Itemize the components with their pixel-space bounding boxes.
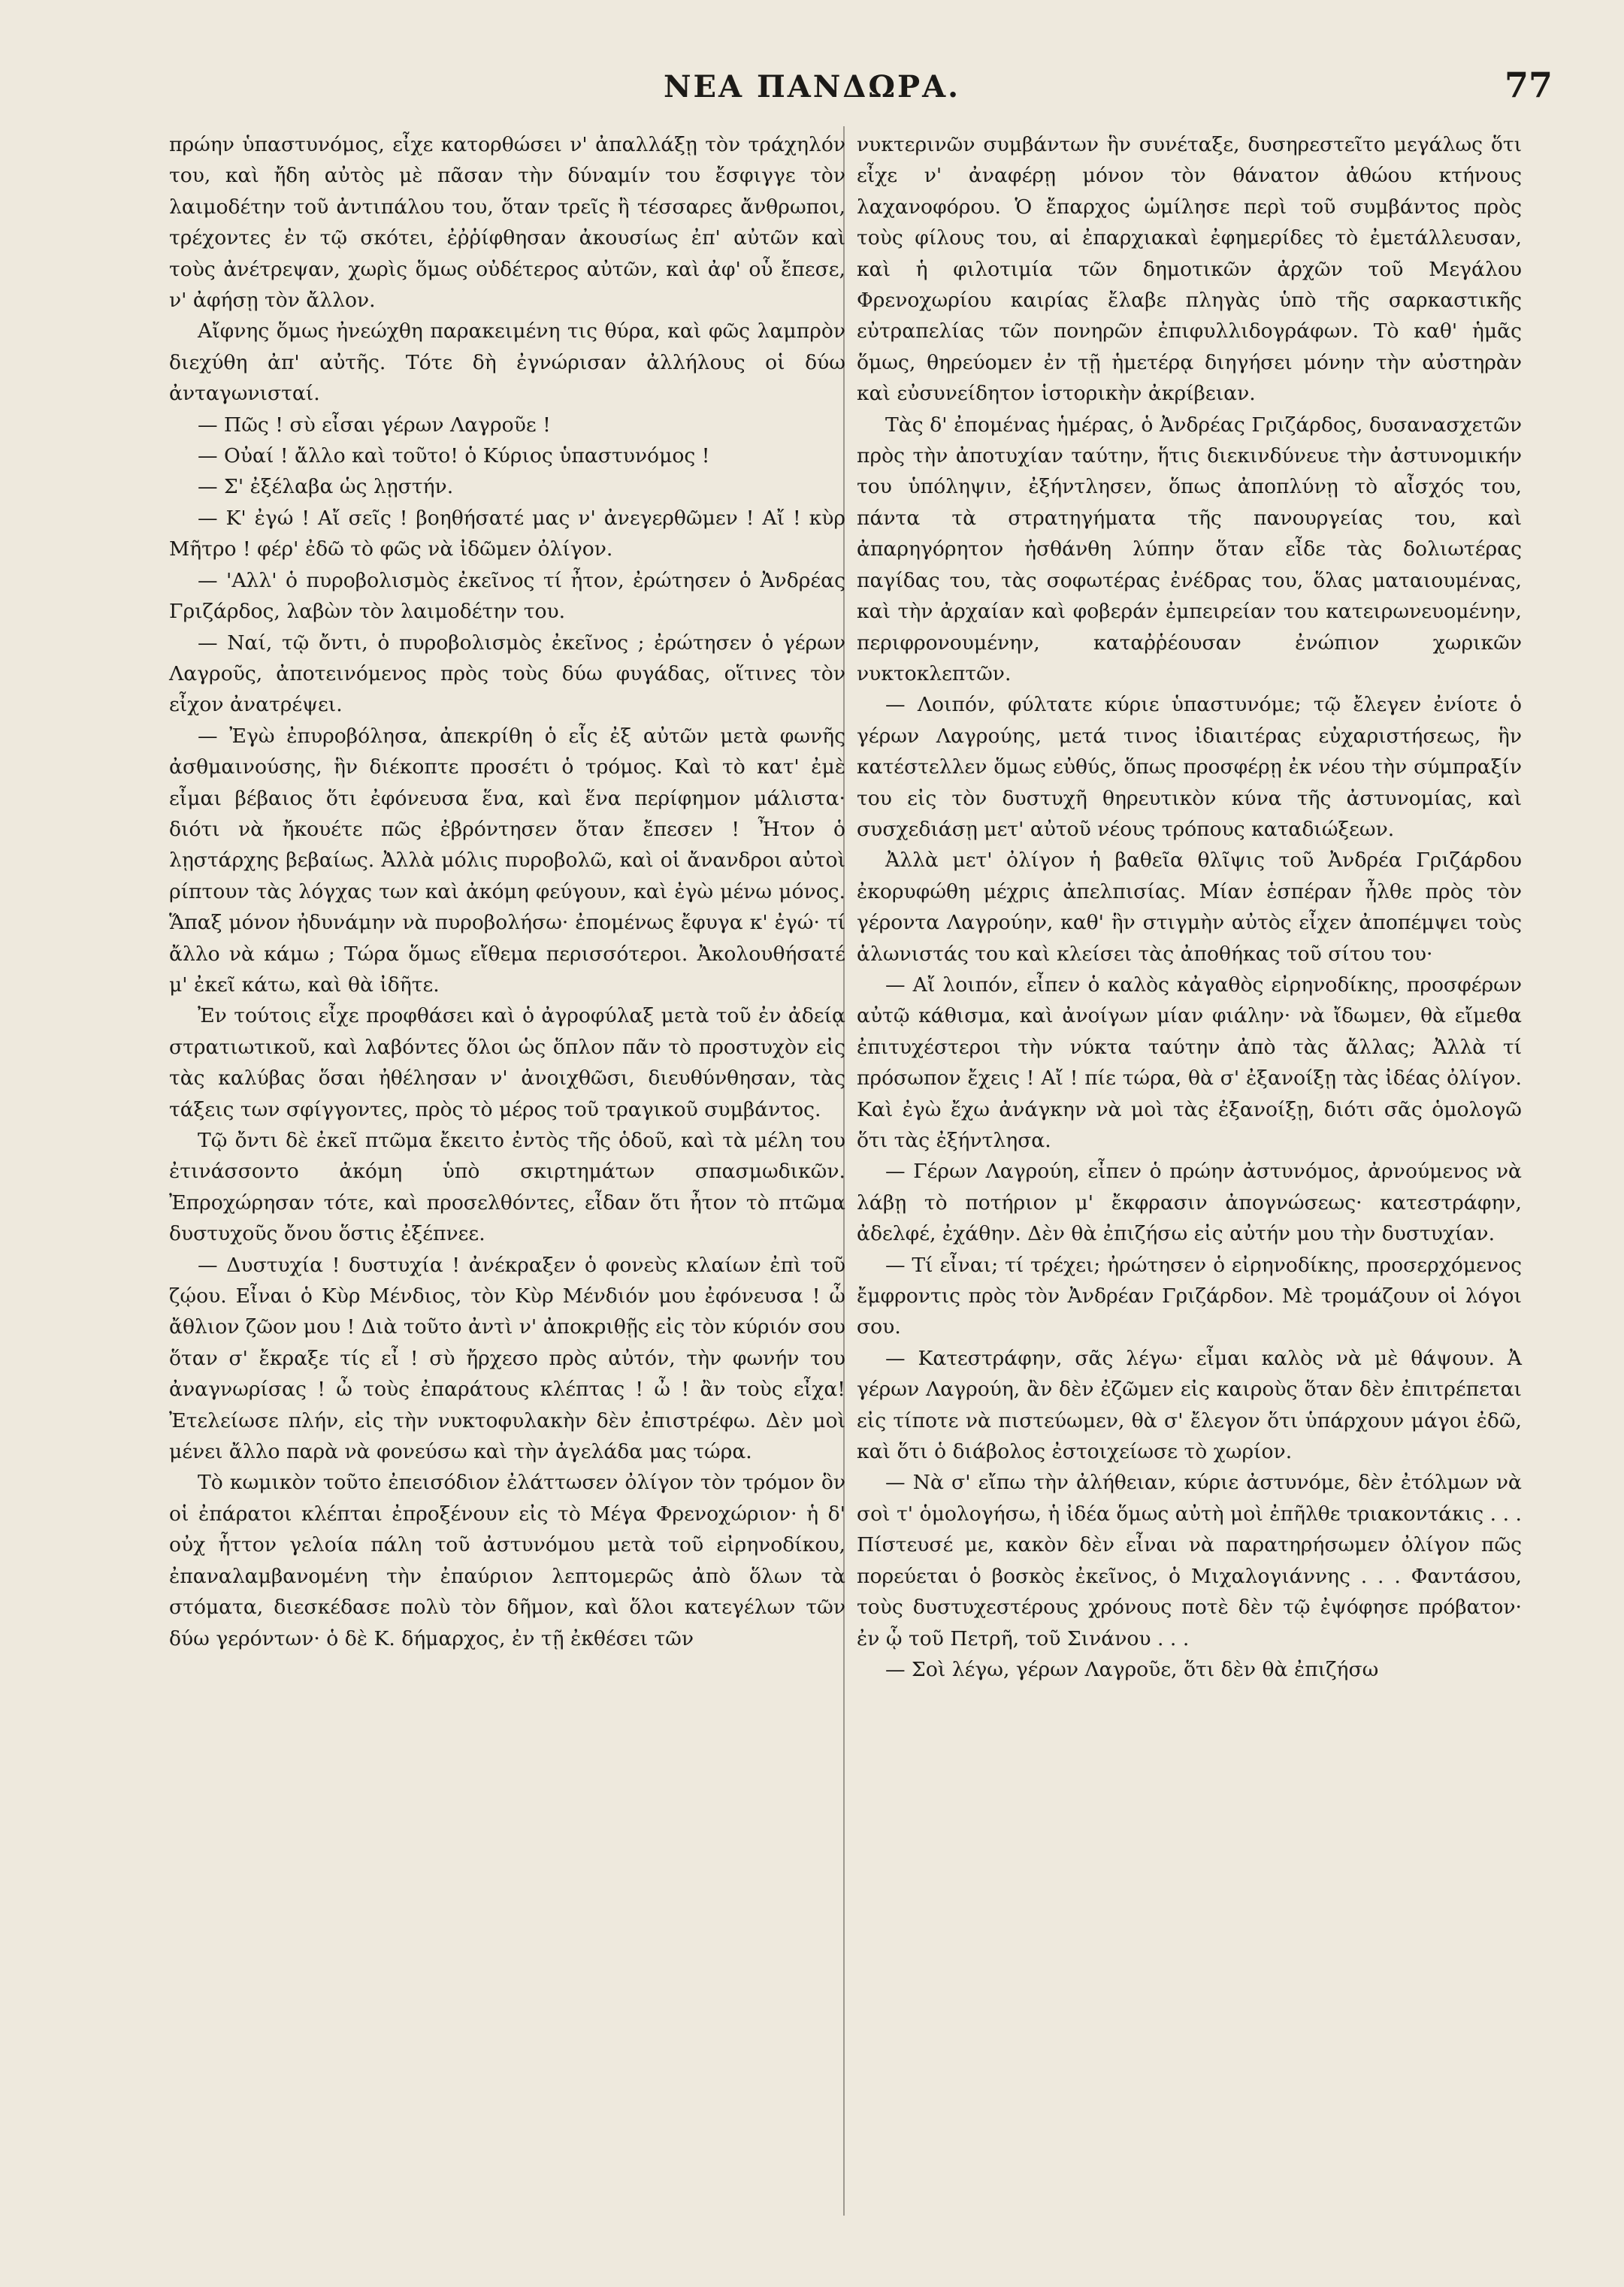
dialogue-line: — Οὐαί ! ἄλλο καὶ τοῦτο! ὁ Κύριος ὑπαστυνόμος !: [198, 444, 710, 468]
left-column: [169, 129, 845, 1654]
paragraph: Ἀλλὰ μετ' ὀλίγον ἡ βαθεῖα θλῖψις τοῦ Ἀνδρέα Γριζάρδου ἐκορυφώθη μέχρις ἀπελπισίας. Μίαν ἑσπέραν ἦλθε πρὸς τὸν γέροντα Λαγρούην, καθ' ἣν στιγμὴν αὐτὸς εἶχεν ἀποπέμψει τοὺς ἁλωνιστάς του καὶ κλείσει τὰς ἀποθήκας τοῦ σίτου του·: [857, 849, 1522, 966]
dialogue-line: — Σοὶ λέγω, γέρων Λαγροῦε, ὅτι δὲν θὰ ἐπιζήσω: [885, 1657, 1379, 1681]
page-header: [0, 65, 1624, 114]
dialogue-line: — Νὰ σ' εἴπω τὴν ἀλήθειαν, κύριε ἀστυνόμε, δὲν ἐτόλμων νὰ σοὶ τ' ὁμολογήσω, ἡ ἰδέα ὅμως αὐτὴ μοὶ ἐπῆλθε τριακοντάκις . . . Πίστευσέ με, κακὸν δὲν εἶναι νὰ παρατηρήσωμεν ὀλίγον πῶς πορεύεται ὁ βοσκὸς ἐκεῖνος, ὁ Μιχαλογιάννης . . . Φαντάσου, τοὺς δυστυχεστέρους χρόνους ποτὲ δὲν τῷ ἐψόφησε πρόβατον· ἐν ᾧ τοῦ Πετρῆ, τοῦ Σινάνου . . .: [857, 1471, 1522, 1650]
dialogue-line: — Ναί, τῷ ὄντι, ὁ πυροβολισμὸς ἐκεῖνος ; ἐρώτησεν ὁ γέρων Λαγροῦς, ἀποτεινόμενος πρὸς τοὺς δύω φυγάδας, οἵτινες τὸν εἶχον ἀνατρέψει.: [169, 631, 845, 717]
running-title: ΝΕΑ ΠΑΝΔΩΡΑ.: [663, 69, 961, 104]
page-number: 77: [1504, 65, 1553, 105]
dialogue-line: — 'Αλλ' ὁ πυροβολισμὸς ἐκεῖνος τί ἦτον, ἐρώτησεν ὁ Ἀνδρέας Γριζάρδος, λαβὼν τὸν λαιμοδέτην του.: [169, 568, 845, 624]
paragraph: πρώην ὑπαστυνόμος, εἶχε κατορθώσει ν' ἀπαλλάξῃ τὸν τράχηλόν του, καὶ ἤδη αὐτὸς μὲ πᾶσαν τὴν δύναμίν του ἔσφιγγε τὸν λαιμοδέτην τοῦ ἀντιπάλου του, ὅταν τρεῖς ἢ τέσσαρες ἄνθρωποι, τρέχοντες ἐν τῷ σκότει, ἐῤῥίφθησαν ἀκουσίως ἐπ' αὐτῶν καὶ τοὺς ἀνέτρεψαν, χωρὶς ὅμως οὐδέτερος αὐτῶν, καὶ ἀφ' οὗ ἔπεσε, ν' ἀφήσῃ τὸν ἄλλον.: [169, 133, 845, 313]
right-column: [857, 129, 1522, 1685]
paragraph: Τὸ κωμικὸν τοῦτο ἐπεισόδιον ἐλάττωσεν ὀλίγον τὸν τρόμον ὃν οἱ ἐπάρατοι κλέπται ἐπροξένουν εἰς τὸ Μέγα Φρενοχώριον· ἡ δ' οὐχ ἧττον γελοία πάλη τοῦ ἀστυνόμου μετὰ τοῦ εἰρηνοδίκου, ἐπαναλαμβανομένη τὴν ἐπαύριον λεπτομερῶς ἀπὸ ὅλων τὰ στόματα, διεσκέδασε πολὺ τὸν δῆμον, καὶ ὅλοι κατεγέλων τῶν δύω γερόντων· ὁ δὲ Κ. δήμαρχος, ἐν τῇ ἐκθέσει τῶν: [169, 1471, 845, 1650]
dialogue-line: — Κατεστράφην, σᾶς λέγω· εἶμαι καλὸς νὰ μὲ θάψουν. Ἀ γέρων Λαγρούη, ἂν δὲν ἐζῶμεν εἰς καιροὺς ὅταν δὲν ἐπιτρέπεται εἰς τίποτε νὰ πιστεύωμεν, θὰ σ' ἔλεγον ὅτι ὑπάρχουν μάγοι ἐδῶ, καὶ ὅτι ὁ διάβολος ἐστοιχείωσε τὸ χωρίον.: [857, 1346, 1522, 1464]
dialogue-line: — Τί εἶναι; τί τρέχει; ἠρώτησεν ὁ εἰρηνοδίκης, προσερχόμενος ἔμφροντις πρὸς τὸν Ἀνδρέαν Γριζάρδον. Μὲ τρομάζουν οἱ λόγοι σου.: [857, 1253, 1522, 1339]
paragraph: νυκτερινῶν συμβάντων ἣν συνέταξε, δυσηρεστεῖτο μεγάλως ὅτι εἶχε ν' ἀναφέρῃ μόνον τὸν θάνατον ἀθώου κτήνους λαχανοφόρου. Ὁ ἔπαρχος ὡμίλησε περὶ τοῦ συμβάντος πρὸς τοὺς φίλους του, αἱ ἐπαρχιακαὶ ἐφημερίδες τὸ ἐμετάλλευσαν, καὶ ἡ φιλοτιμία τῶν δημοτικῶν ἀρχῶν τοῦ Μεγάλου Φρενοχωρίου καιρίας ἔλαβε πληγὰς ὑπὸ τῆς σαρκαστικῆς εὐτραπελίας τῶν πονηρῶν ἐπιφυλλιδογράφων. Τὸ καθ' ἡμᾶς ὅμως, θηρεύομεν ἐν τῇ ἡμετέρᾳ διηγήσει μόνην τὴν αὐστηρὰν καὶ εὐσυνείδητον ἱστορικὴν ἀκρίβειαν.: [857, 133, 1522, 406]
paragraph: Τὰς δ' ἐπομένας ἡμέρας, ὁ Ἀνδρέας Γριζάρδος, δυσανασχετῶν πρὸς τὴν ἀποτυχίαν ταύτην, ἥτις διεκινδύνευε τὴν ἀστυνομικήν του ὑπόληψιν, ἐξήντλησεν, ὅπως ἀποπλύνῃ τὸ αἶσχός του, πάντα τὰ στρατηγήματα τῆς πανουργείας του, καὶ ἀπαρηγόρητον ἠσθάνθη λύπην ὅταν εἶδε τὰς δολιωτέρας παγίδας του, τὰς σοφωτέρας ἐνέδρας του, ὅλας ματαιουμένας, καὶ τὴν ἀρχαίαν καὶ φοβεράν ἐμπειρείαν του κατειρωνευομένην, περιφρονουμένην, καταῤῥέουσαν ἐνώπιον χωρικῶν νυκτοκλεπτῶν.: [857, 413, 1522, 685]
paragraph: Τῷ ὄντι δὲ ἐκεῖ πτῶμα ἔκειτο ἐντὸς τῆς ὁδοῦ, καὶ τὰ μέλη του ἐτινάσσοντο ἀκόμη ὑπὸ σκιρτημάτων σπασμωδικῶν. Ἐπροχώρησαν τότε, καὶ προσελθόντες, εἶδαν ὅτι ἦτον τὸ πτῶμα δυστυχοῦς ὄνου ὅστις ἐξέπνεε.: [169, 1129, 845, 1246]
paragraph: Ἐν τούτοις εἶχε προφθάσει καὶ ὁ ἀγροφύλαξ μετὰ τοῦ ἐν ἀδείᾳ στρατιωτικοῦ, καὶ λαβόντες ὅλοι ὡς ὅπλον πᾶν τὸ προστυχὸν εἰς τὰς καλύβας ὅσαι ἠθέλησαν ν' ἀνοιχθῶσι, διευθύνθησαν, τὰς τάξεις των σφίγγοντες, πρὸς τὸ μέρος τοῦ τραγικοῦ συμβάντος.: [169, 1004, 845, 1121]
dialogue-line: — Πῶς ! σὺ εἶσαι γέρων Λαγροῦε !: [198, 413, 551, 437]
dialogue-line: — Γέρων Λαγρούη, εἶπεν ὁ πρώην ἀστυνόμος, ἀρνούμενος νὰ λάβῃ τὸ ποτήριον μ' ἔκφρασιν ἀπογνώσεως· κατεστράφην, ἀδελφέ, ἐχάθην. Δὲν θὰ ἐπιζήσω εἰς αὐτήν μου τὴν δυστυχίαν.: [857, 1160, 1522, 1246]
dialogue-line: — Αἴ λοιπόν, εἶπεν ὁ καλὸς κἀγαθὸς εἰρηνοδίκης, προσφέρων αὐτῷ κάθισμα, καὶ ἀνοίγων μίαν φιάλην· νὰ ἴδωμεν, θὰ εἴμεθα ἐπιτυχέστεροι τὴν νύκτα ταύτην ἀπὸ τὰς ἄλλας; Ἀλλὰ τί πρόσωπον ἔχεις ! Αἴ ! πίε τώρα, θὰ σ' ἐξανοίξῃ τὰς ἰδέας ὀλίγον. Καὶ ἐγὼ ἔχω ἀνάγκην νὰ μοὶ τὰς ἐξανοίξῃ, διότι σᾶς ὁμολογῶ ὅτι τὰς ἐξήντλησα.: [857, 973, 1522, 1152]
dialogue-line: — Δυστυχία ! δυστυχία ! ἀνέκραξεν ὁ φονεὺς κλαίων ἐπὶ τοῦ ζῴου. Εἶναι ὁ Κὺρ Μένδιος, τὸν Κὺρ Μένδιόν μου ἐφόνευσα ! ὦ ἄθλιον ζῶον μου ! Διὰ τοῦτο ἀντὶ ν' ἀποκριθῇς εἰς τὸν κύριόν σου ὅταν σ' ἔκραξε τίς εἶ ! σὺ ἤρχεσο πρὸς αὐτόν, τὴν φωνήν του ἀναγνωρίσας ! ὦ τοὺς ἐπαράτους κλέπτας ! ὦ ! ἂν τοὺς εἶχα! Ἐτελείωσε πλήν, εἰς τὴν νυκτοφυλακὴν δὲν ἐπιστρέφω. Δὲν μοὶ μένει ἄλλο παρὰ νὰ φονεύσω καὶ τὴν ἀγελάδα μας τώρα.: [169, 1253, 845, 1464]
dialogue-line: — Κ' ἐγώ ! Αἴ σεῖς ! βοηθήσατέ μας ν' ἀνεγερθῶμεν ! Αἴ ! κὺρ Μῆτρο ! φέρ' ἐδῶ τὸ φῶς νὰ ἰδῶμεν ὀλίγον.: [169, 506, 845, 561]
dialogue-line: — Ἐγὼ ἐπυροβόλησα, ἀπεκρίθη ὁ εἷς ἐξ αὐτῶν μετὰ φωνῆς ἀσθμαινούσης, ἣν διέκοπτε προσέτι ὁ τρόμος. Καὶ τὸ κατ' ἐμὲ εἶμαι βέβαιος ὅτι ἐφόνευσα ἕνα, καὶ ἕνα περίφημον μάλιστα· διότι νὰ ἤκουέτε πῶς ἐβρόντησεν ὅταν ἔπεσεν ! Ἦτον ὁ λῃστάρχης βεβαίως. Ἀλλὰ μόλις πυροβολῶ, καὶ οἱ ἄνανδροι αὐτοὶ ρίπτουν τὰς λόγχας των καὶ ἀκόμη φεύγουν, καὶ ἐγὼ μένω μόνος. Ἅπαξ μόνον ἠδυνάμην νὰ πυροβολήσω· ἐπομένως ἔφυγα κ' ἐγώ· τί ἄλλο νὰ κάμω ; Τώρα ὅμως εἴθεμα περισσότεροι. Ἀκολουθήσατέ μ' ἐκεῖ κάτω, καὶ θὰ ἰδῆτε.: [169, 724, 845, 997]
dialogue-line: — Σ' ἐξέλαβα ὡς λῃστήν.: [198, 475, 454, 499]
dialogue-line: — Λοιπόν, φύλτατε κύριε ὑπαστυνόμε; τῷ ἔλεγεν ἐνίοτε ὁ γέρων Λαγρούης, μετά τινος ἰδιαιτέρας εὐχαριστήσεως, ἣν κατέστελλεν ὅμως εὐθύς, ὅπως προσφέρῃ ἐκ νέου τὴν σύμπραξίν του εἰς τὸν δυστυχῆ θηρευτικὸν κύνα τῆς ἀστυνομίας, καὶ συσχεδιάσῃ μετ' αὐτοῦ νέους τρόπους καταδιώξεων.: [857, 693, 1522, 841]
paragraph: Αἴφνης ὅμως ἠνεώχθη παρακειμένη τις θύρα, καὶ φῶς λαμπρὸν διεχύθη ἀπ' αὐτῆς. Τότε δὴ ἐγνώρισαν ἀλλήλους οἱ δύω ἀνταγωνισταί.: [169, 319, 845, 406]
